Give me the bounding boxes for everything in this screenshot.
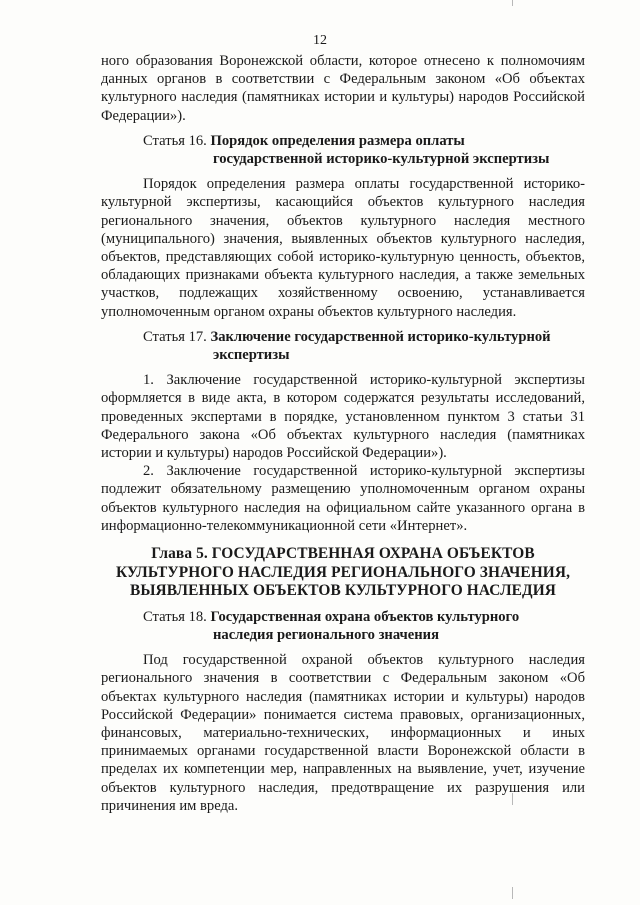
page-number: 12	[313, 33, 327, 48]
article-16-heading	[101, 132, 585, 168]
article-17-prefix: Статья 17.	[143, 328, 207, 345]
article-17-heading	[101, 328, 585, 364]
article-17-paragraph-2: 2. Заключение государственной историко-культурной экспертизы подлежит обязательному размещению уполномоченным органом охраны объектов культурного наследия на официальном сайте указанного органа в информационно-телекоммуникационной сети «Интернет».	[101, 463, 585, 534]
article-17-paragraph-1: 1. Заключение государственной историко-культурной экспертизы оформляется в виде акта, в котором содержатся результаты исследований, проведенных экспертами в порядке, установленном пунктом 3 статьи 31 Федерального закона «Об объектах культурного наследия (памятниках истории и культуры) народов Российской Федерации»).	[101, 372, 585, 462]
chapter-5-line1: Глава 5. ГОСУДАРСТВЕННАЯ ОХРАНА ОБЪЕКТОВ	[151, 545, 535, 563]
chapter-5-line3: ВЫЯВЛЕННЫХ ОБЪЕКТОВ КУЛЬТУРНОГО НАСЛЕДИЯ	[129, 582, 557, 600]
chapter-5-heading	[101, 545, 585, 601]
intro-paragraph: ного образования Воронежской области, которое отнесено к полномочиям данных органов в соответствии с Федеральным законом «Об объектах культурного наследия (памятниках истории и культуры) народов Российской Федерации»).	[101, 53, 585, 124]
scan-mark	[512, 887, 513, 899]
chapter-5-line2: КУЛЬТУРНОГО НАСЛЕДИЯ РЕГИОНАЛЬНОГО ЗНАЧЕНИЯ,	[115, 563, 571, 581]
article-18-heading	[101, 608, 585, 644]
article-18-paragraph: Под государственной охраной объектов культурного наследия регионального значения в соответствии с Федеральным законом «Об объектах культурного наследия (памятниках истории и культуры) народов Российской Федерации» понимается система правовых, организационных, финансовых, материально-технических, информационных и иных принимаемых органами государственной власти Воронежской области в пределах их компетенции мер, направленных на выявление, учет, изучение объектов культурного наследия, предотвращение их разрушения или причинения им вреда.	[101, 652, 585, 814]
article-18-prefix: Статья 18.	[143, 608, 207, 625]
document-body	[101, 52, 585, 815]
article-16-title-line2: государственной историко-культурной экспертизы	[213, 151, 550, 168]
article-17-title-line2: экспертизы	[213, 347, 290, 364]
article-17-title-line1: Заключение государственной историко-культурной	[210, 328, 551, 345]
article-16-prefix: Статья 16.	[143, 132, 207, 149]
scan-mark	[512, 0, 513, 6]
article-16-title-line1: Порядок определения размера оплаты	[210, 132, 465, 149]
article-18-title-line1: Государственная охрана объектов культурного	[210, 608, 520, 625]
article-18-title-line2: наследия регионального значения	[213, 627, 439, 644]
article-16-paragraph: Порядок определения размера оплаты государственной историко-культурной экспертизы, касающийся объектов культурного наследия регионального значения, объектов культурного наследия местного (муниципального) значения, выявленных объектов культурного наследия, объектов, представляющих собой историко-культурную ценность, объектов, обладающих признаками объекта культурного наследия, а также земельных участков, подлежащих хозяйственному освоению, устанавливается уполномоченным органом охраны объектов культурного наследия.	[101, 176, 585, 320]
